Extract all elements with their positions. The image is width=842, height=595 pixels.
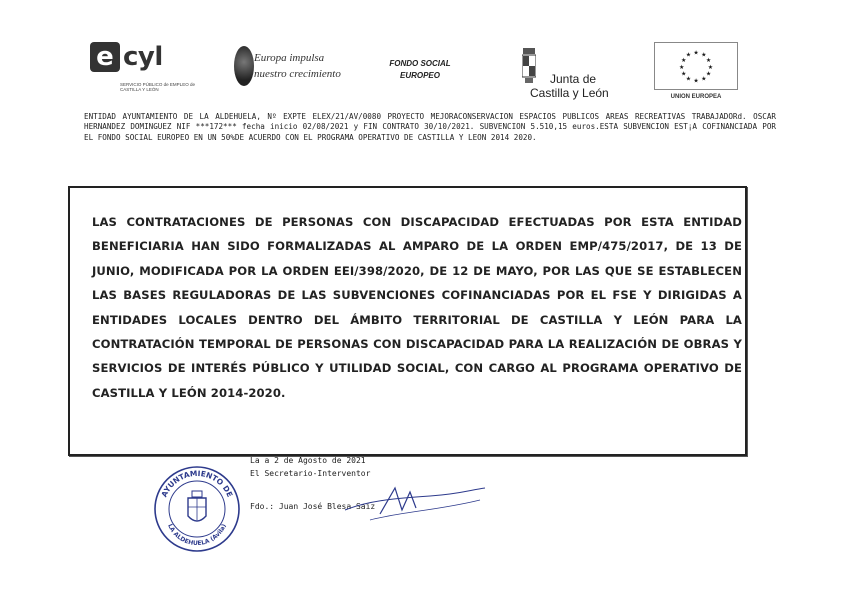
svg-text:★: ★ (705, 71, 712, 78)
ecyl-subtitle: SERVICIO PÚBLICO de EMPLEO de CASTILLA Y LEÓN (120, 82, 195, 92)
svg-text:★: ★ (705, 58, 712, 65)
notice-text: LAS CONTRATACIONES DE PERSONAS CON DISCAPACIDAD EFECTUADAS POR ESTA ENTIDAD BENEFICIARIA HAN SIDO FORMALIZADAS AL AMPARO DE LA ORDEN EMP/475/2017, DE 13 DE JUNIO, MODIFICADA POR LA ORDEN EEI/398/2020, DE 12 DE MAYO, POR LAS QUE SE ESTABLECEN LAS BASES REGULADORAS DE LAS SUBVENCIONES COFINANCIADAS POR EL FSE Y DIRIGIDAS A ENTIDADES LOCALES DENTRO DEL ÁMBITO TERRITORIAL DE CASTILLA Y LEÓN PARA LA CONTRATACIÓN TEMPORAL DE PERSONAS CON DISCAPACIDAD PARA LA REALIZACIÓN DE OBRAS Y SERVICIOS DE INTERÉS PÚBLICO Y UTILIDAD SOCIAL, CON CARGO AL PROGRAMA OPERATIVO DE CASTILLA Y LEÓN 2014-2020. (92, 215, 742, 400)
svg-text:★: ★ (680, 71, 687, 78)
ecyl-logo (90, 42, 200, 102)
svg-text:★: ★ (693, 50, 699, 57)
eu-flag-icon (654, 42, 738, 90)
junta-line1: Junta de (550, 72, 597, 86)
handwritten-signature-icon (340, 470, 490, 530)
ecyl-e-icon: e (90, 42, 120, 72)
logo-row (0, 38, 842, 108)
fse-logo (380, 58, 460, 82)
ecyl-wordmark: cyl (123, 42, 163, 72)
svg-text:★: ★ (701, 76, 707, 83)
date-line: La a 2 de Agosto de 2021 (250, 456, 366, 465)
svg-text:★: ★ (707, 64, 713, 71)
union-europea-label: UNION EUROPEA (670, 94, 722, 100)
svg-text:★: ★ (679, 64, 685, 71)
seal-top-text: AYUNTAMIENTO DE (159, 468, 235, 499)
europa-emblem-icon (234, 46, 254, 86)
europa-line2: nuestro crecimiento (254, 68, 341, 80)
fse-line1: FONDO SOCIAL (389, 59, 451, 68)
svg-text:★: ★ (693, 78, 699, 85)
ayuntamiento-seal-icon (152, 464, 242, 554)
junta-shield-icon (522, 48, 536, 84)
junta-cyl-logo (516, 42, 626, 102)
fse-line2: EUROPEO (399, 71, 440, 80)
seal-bottom-text: LA ALDEHUELA (Avila) (166, 522, 228, 548)
union-europea-logo (654, 42, 738, 102)
svg-text:★: ★ (685, 76, 691, 83)
svg-text:★: ★ (680, 58, 687, 65)
signed-by-line: Fdo.: Juan José Blesa Saiz (250, 502, 376, 511)
project-header-paragraph: ENTIDAD AYUNTAMIENTO DE LA ALDEHUELA, Nº EXPTE ELEX/21/AV/0080 PROYECTO MEJORACONSERVACION ESPACIOS PUBLICOS AREAS RECREATIVAS TRABAJADORd. OSCAR HERNANDEZ DOMINGUEZ NIF ***172*** fecha inicio 02/08/2021 y FIN CONTRATO 30/10/2021. SUBVENCION 5.510,15 euros.ESTA SUBVENCION EST¡A COFINANCIADA POR EL FONDO SOCIAL EUROPEO EN UN 50%DE ACUERDO CON EL PROGRAMA OPERATIVO DE CASTILLA Y LEON 2014 2020. (84, 112, 776, 142)
europa-impulsa-logo (234, 44, 341, 92)
role-line: El Secretario-Interventor (250, 469, 371, 478)
europa-line1: Europa impulsa (254, 52, 325, 64)
svg-text:★: ★ (685, 52, 691, 59)
svg-text:★: ★ (701, 52, 707, 59)
junta-line2: Castilla y León (530, 86, 609, 100)
